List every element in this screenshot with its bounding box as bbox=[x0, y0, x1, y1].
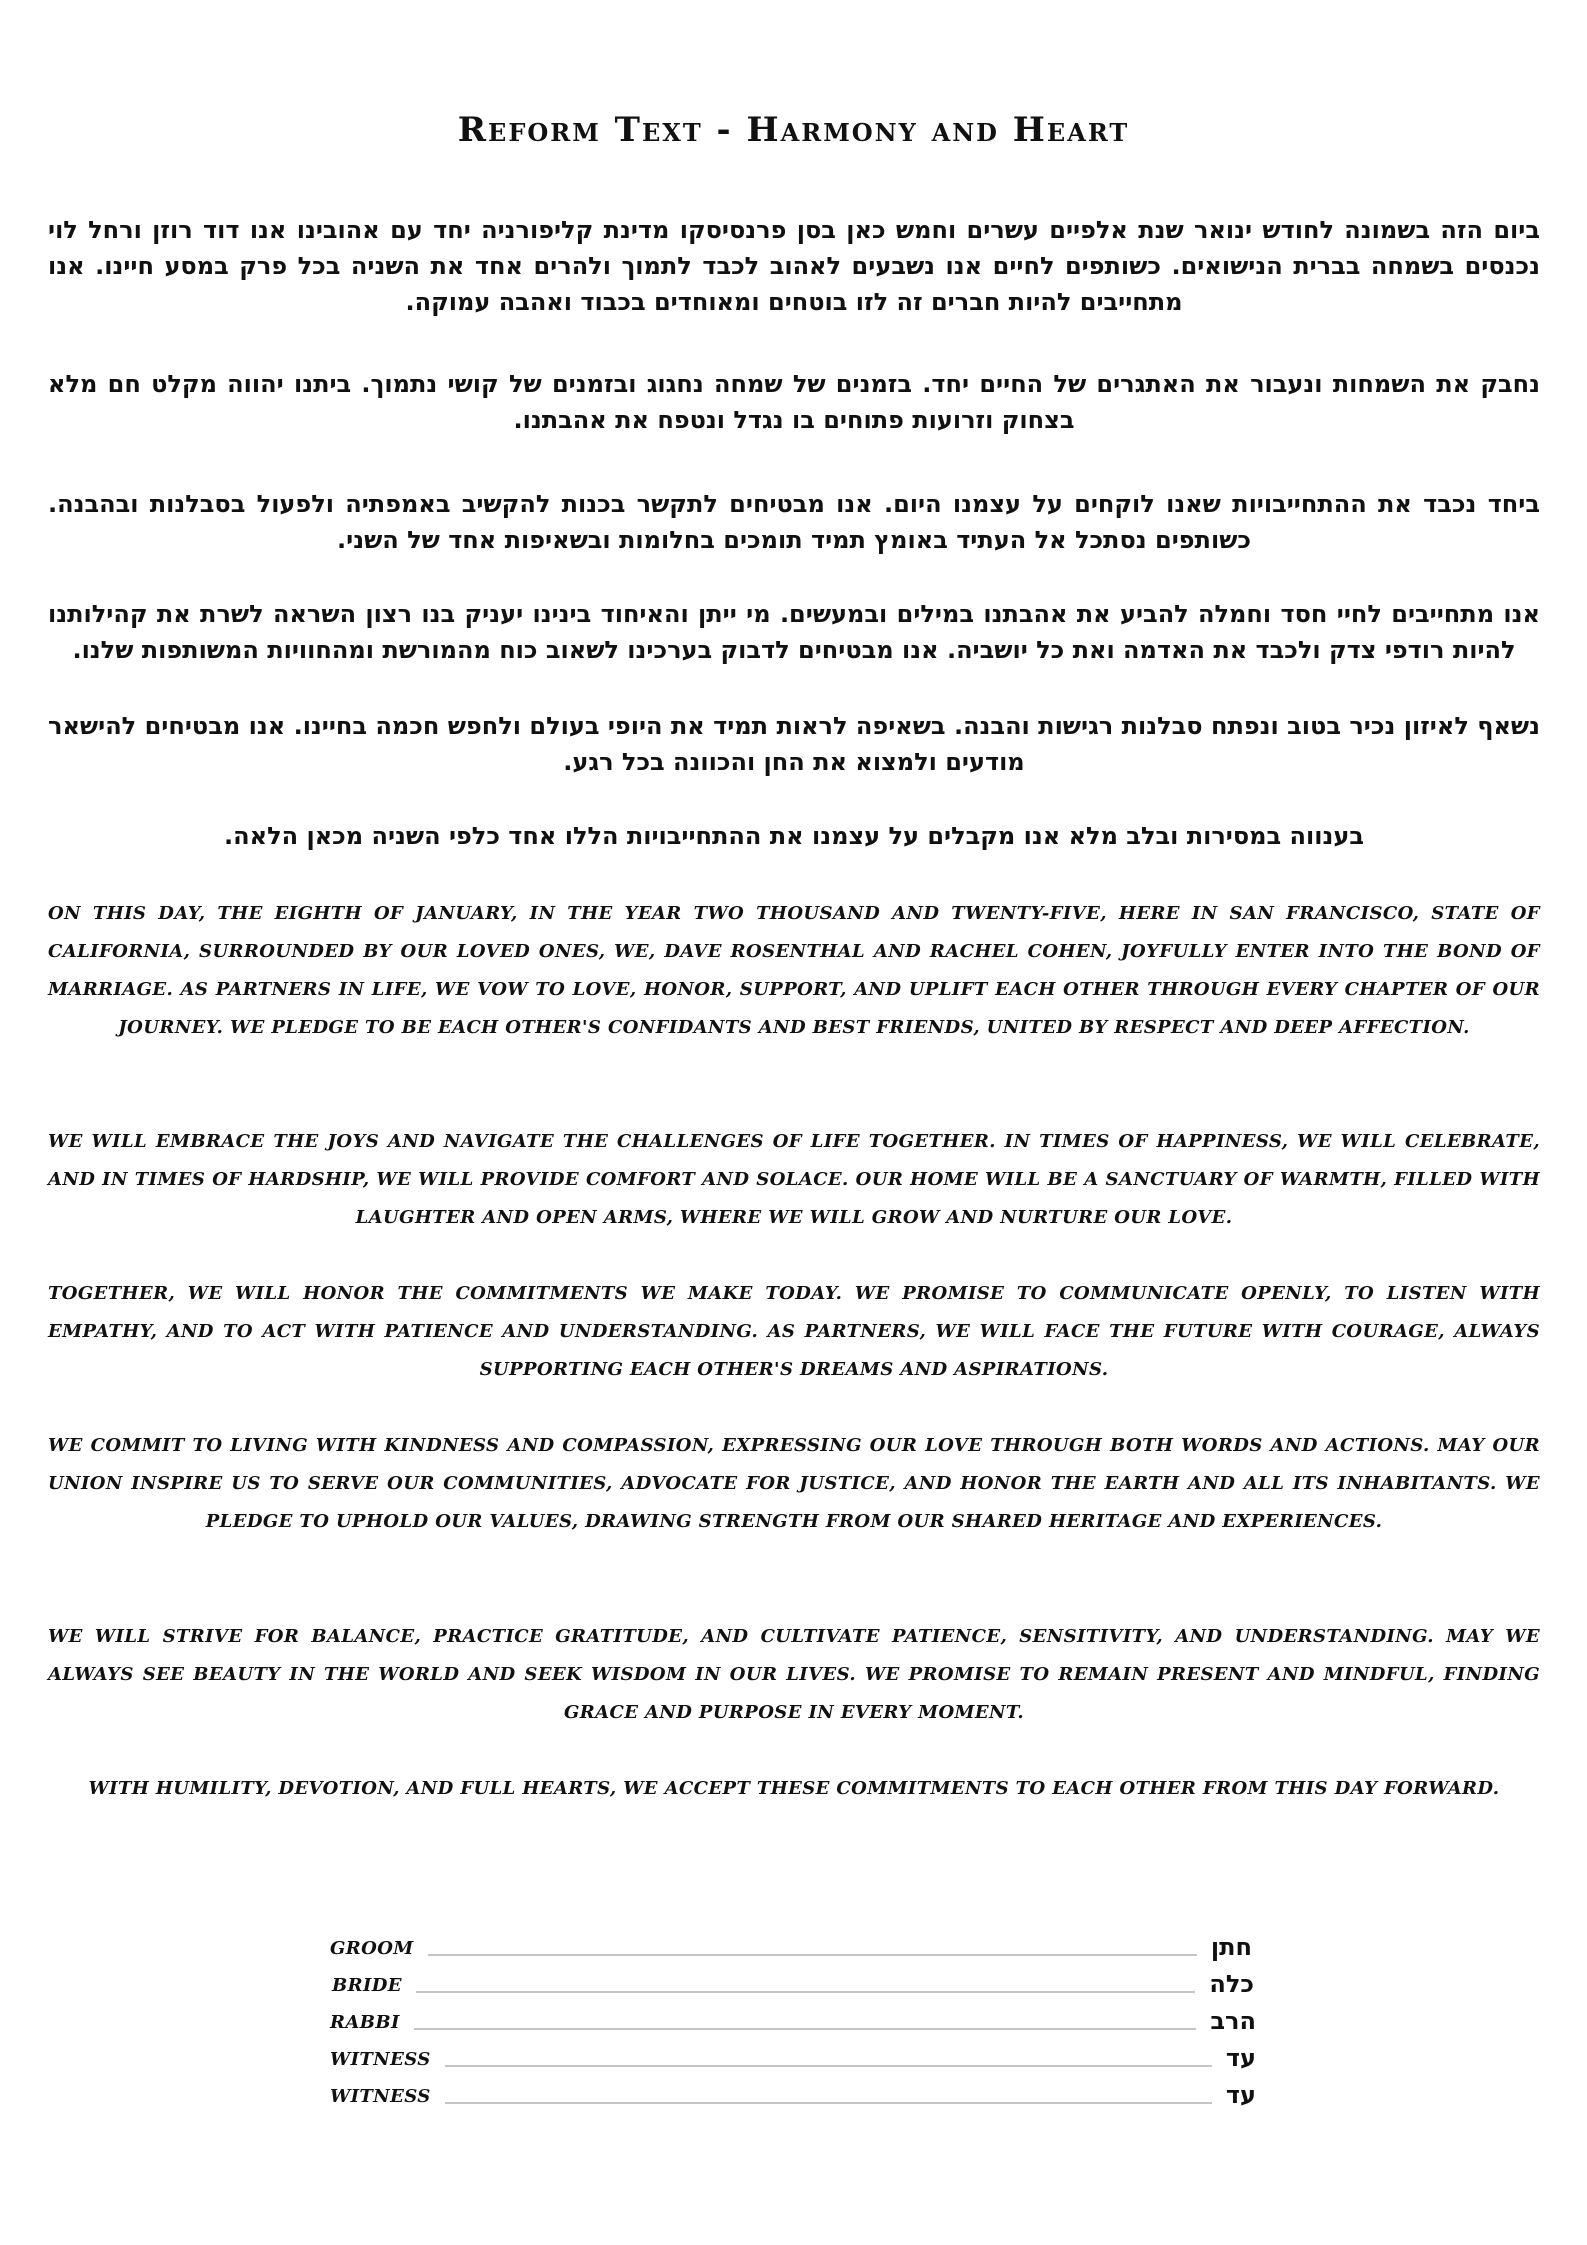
hebrew-paragraph-commitments: ביחד נכבד את ההתחייבויות שאנו לוקחים על עצמנו היום. אנו מבטיחים לתקשר בכנות להקשיב באמפתיה ולפעול בסבלנות ובהבנה. כשותפים נסתכל אל העתיד באומץ תמיד תומכים בחלומות ובשאיפות אחד של השני. bbox=[48, 490, 1540, 554]
signature-label-he: עד bbox=[1225, 2081, 1256, 2109]
signature-row-bride bbox=[332, 1967, 1254, 1997]
signature-line[interactable] bbox=[445, 2063, 1212, 2067]
english-paragraph-embrace: WE WILL EMBRACE THE JOYS AND NAVIGATE THE CHALLENGES OF LIFE TOGETHER. IN TIMES OF HAPPINESS, WE WILL CELEBRATE, AND IN TIMES OF HARDSHIP, WE WILL PROVIDE COMFORT AND SOLACE. OUR HOME WILL BE A SANCTUARY OF WARMTH, FILLED WITH LAUGHTER AND OPEN ARMS, WHERE WE WILL GROW AND NURTURE OUR LOVE. bbox=[48, 1131, 1540, 1228]
signature-line[interactable] bbox=[428, 1952, 1197, 1956]
signature-row-rabbi bbox=[330, 2004, 1256, 2034]
hebrew-paragraph-opening: ביום הזה בשמונה לחודש ינואר שנת אלפיים עשרים וחמש כאן בסן פרנסיסקו מדינת קליפורניה יחד עם אהובינו אנו דוד רוזן ורחל לוי נכנסים בשמחה בברית הנישואים. כשותפים לחיים אנו נשבעים לאהוב לכבד לתמוך ולהרים אחד את השניה בכל פרק במסע חיינו. אנו מתחייבים להיות חברים זה לזו בוטחים ומאוחדים בכבוד ואהבה עמוקה. bbox=[48, 216, 1540, 316]
signature-line[interactable] bbox=[414, 2026, 1197, 2030]
signature-row-witness-1 bbox=[330, 2041, 1256, 2071]
signature-label-en: BRIDE bbox=[332, 1975, 402, 1996]
signature-label-en: WITNESS bbox=[330, 2049, 431, 2070]
signature-label-he: הרב bbox=[1210, 2007, 1256, 2035]
signature-label-en: RABBI bbox=[330, 2012, 400, 2033]
signature-label-en: WITNESS bbox=[330, 2086, 431, 2107]
hebrew-paragraph-closing: בענווה במסירות ובלב מלא אנו מקבלים על עצמנו את ההתחייבויות הללו אחד כלפי השניה מכאן הלאה. bbox=[224, 822, 1364, 850]
hebrew-paragraph-balance: נשאף לאיזון נכיר בטוב ונפתח סבלנות רגישות והבנה. בשאיפה לראות תמיד את היופי בעולם ולחפש חכמה בחיינו. אנו מבטיחים להישאר מודעים ולמצוא את החן והכוונה בכל רגע. bbox=[48, 712, 1540, 776]
english-paragraph-commitments: TOGETHER, WE WILL HONOR THE COMMITMENTS WE MAKE TODAY. WE PROMISE TO COMMUNICATE OPENLY, TO LISTEN WITH EMPATHY, AND TO ACT WITH PATIENCE AND UNDERSTANDING. AS PARTNERS, WE WILL FACE THE FUTURE WITH COURAGE, ALWAYS SUPPORTING EACH OTHER'S DREAMS AND ASPIRATIONS. bbox=[48, 1283, 1540, 1380]
signature-label-en: GROOM bbox=[330, 1938, 414, 1959]
signature-label-he: חתן bbox=[1210, 1933, 1252, 1961]
english-paragraph-balance: WE WILL STRIVE FOR BALANCE, PRACTICE GRATITUDE, AND CULTIVATE PATIENCE, SENSITIVITY, AND UNDERSTANDING. MAY WE ALWAYS SEE BEAUTY IN THE WORLD AND SEEK WISDOM IN OUR LIVES. WE PROMISE TO REMAIN PRESENT AND MINDFUL, FINDING GRACE AND PURPOSE IN EVERY MOMENT. bbox=[48, 1626, 1540, 1723]
page-title: Reform Text - Harmony and Heart bbox=[457, 110, 1130, 150]
signature-label-he: עד bbox=[1225, 2044, 1256, 2072]
hebrew-paragraph-kindness: אנו מתחייבים לחיי חסד וחמלה להביע את אהבתנו במילים ובמעשים. מי ייתן והאיחוד בינינו יעניק בנו רצון השראה לשרת את קהילותנו להיות רודפי צדק ולכבד את האדמה ואת כל יושביה. אנו מבטיחים לדבוק בערכינו לשאוב כוח מהמורשת ומהחוויות המשותפות שלנו. bbox=[48, 600, 1540, 664]
signature-row-groom bbox=[330, 1930, 1252, 1960]
signature-line[interactable] bbox=[416, 1989, 1195, 1993]
english-paragraph-closing: WITH HUMILITY, DEVOTION, AND FULL HEARTS, WE ACCEPT THESE COMMITMENTS TO EACH OTHER FROM THIS DAY FORWARD. bbox=[88, 1778, 1500, 1799]
signature-line[interactable] bbox=[445, 2100, 1212, 2104]
hebrew-paragraph-embrace: נחבק את השמחות ונעבור את האתגרים של החיים יחד. בזמנים של שמחה נחגוג ובזמנים של קושי נתמוך. ביתנו יהווה מקלט חם מלא בצחוק וזרועות פתוחים בו נגדל ונטפח את אהבתנו. bbox=[48, 370, 1540, 434]
english-paragraph-opening: ON THIS DAY, THE EIGHTH OF JANUARY, IN THE YEAR TWO THOUSAND AND TWENTY-FIVE, HERE IN SAN FRANCISCO, STATE OF CALIFORNIA, SURROUNDED BY OUR LOVED ONES, WE, DAVE ROSENTHAL AND RACHEL COHEN, JOYFULLY ENTER INTO THE BOND OF MARRIAGE. AS PARTNERS IN LIFE, WE VOW TO LOVE, HONOR, SUPPORT, AND UPLIFT EACH OTHER THROUGH EVERY CHAPTER OF OUR JOURNEY. WE PLEDGE TO BE EACH OTHER'S CONFIDANTS AND BEST FRIENDS, UNITED BY RESPECT AND DEEP AFFECTION. bbox=[48, 903, 1540, 1038]
signature-label-he: כלה bbox=[1209, 1970, 1254, 1998]
english-paragraph-kindness: WE COMMIT TO LIVING WITH KINDNESS AND COMPASSION, EXPRESSING OUR LOVE THROUGH BOTH WORDS AND ACTIONS. MAY OUR UNION INSPIRE US TO SERVE OUR COMMUNITIES, ADVOCATE FOR JUSTICE, AND HONOR THE EARTH AND ALL ITS INHABITANTS. WE PLEDGE TO UPHOLD OUR VALUES, DRAWING STRENGTH FROM OUR SHARED HERITAGE AND EXPERIENCES. bbox=[48, 1435, 1540, 1532]
signature-row-witness-2 bbox=[330, 2078, 1256, 2108]
